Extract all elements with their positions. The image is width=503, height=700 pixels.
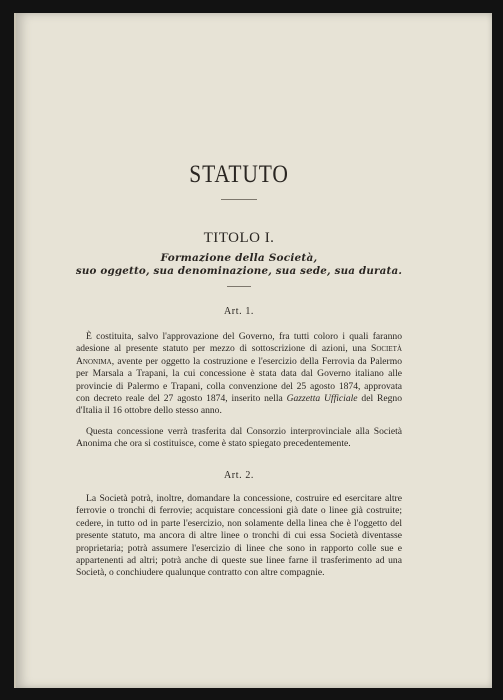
article-2-paragraph-1: La Società potrà, inoltre, domandare la concessione, costruire ed esercitare altre ferrovie o tronchi di ferrovie; acquistare concessioni già date o linee già costruite; cedere, in tutto od in parte l'esercizio, non solamente della linea che è l'oggetto del presente statuto, ma ancora di altre linee o tronchi di cui essa Società diventasse proprietaria; potrà assumere l'esercizio di linee che sono in rapporto colle sue e appartenenti ad altri; potrà anche di queste sue linee farne il trasferimento ad una Società, o conchiudere qualunque contratto con altre compagnie.: [76, 493, 402, 579]
section-subtitle-line-1: Formazione della Società,: [160, 252, 318, 264]
document-title: STATUTO: [189, 161, 289, 188]
title-divider: [221, 199, 257, 200]
article-1-paragraph-2: Questa concessione verrà trasferita dal Consorzio interprovinciale alla Società Anonima che ora si costituisce, come è stato spiegato precedentemente.: [76, 426, 402, 450]
article-1-text-part-1: È costituita, salvo l'approvazione del Governo, fra tutti coloro i quali faranno adesione al presente statuto per mezzo di sottoscrizione di azioni, una: [76, 331, 402, 355]
article-1-smallcaps-term: Società Anonima: [76, 343, 402, 367]
article-1-text-part-2: , avente per oggetto la costruzione e l'esercizio della Ferrovia da Palermo per Marsala a Trapani, la cui concessione è stata data dal Governo italiano alle provincie di Palermo e Trapani, colla convenzione del 25 agosto 1874, approvata con decreto reale del 27 agosto 1874, inserito nella: [76, 355, 402, 405]
section-heading: TITOLO I.: [203, 230, 275, 246]
article-1-text-part-3: del Regno d'Italia il 16 ottobre dello stesso anno.: [76, 393, 402, 417]
article-1-label: Art. 1.: [223, 306, 255, 317]
document-page: [14, 13, 492, 688]
article-2-label: Art. 2.: [223, 470, 255, 481]
article-1-italic-term: Gazzetta Ufficiale: [286, 393, 358, 405]
section-divider: [227, 286, 251, 287]
article-1-paragraph-1: [76, 331, 402, 418]
section-subtitle-line-2: suo oggetto, sua denominazione, sua sede, sua durata.: [75, 265, 403, 277]
